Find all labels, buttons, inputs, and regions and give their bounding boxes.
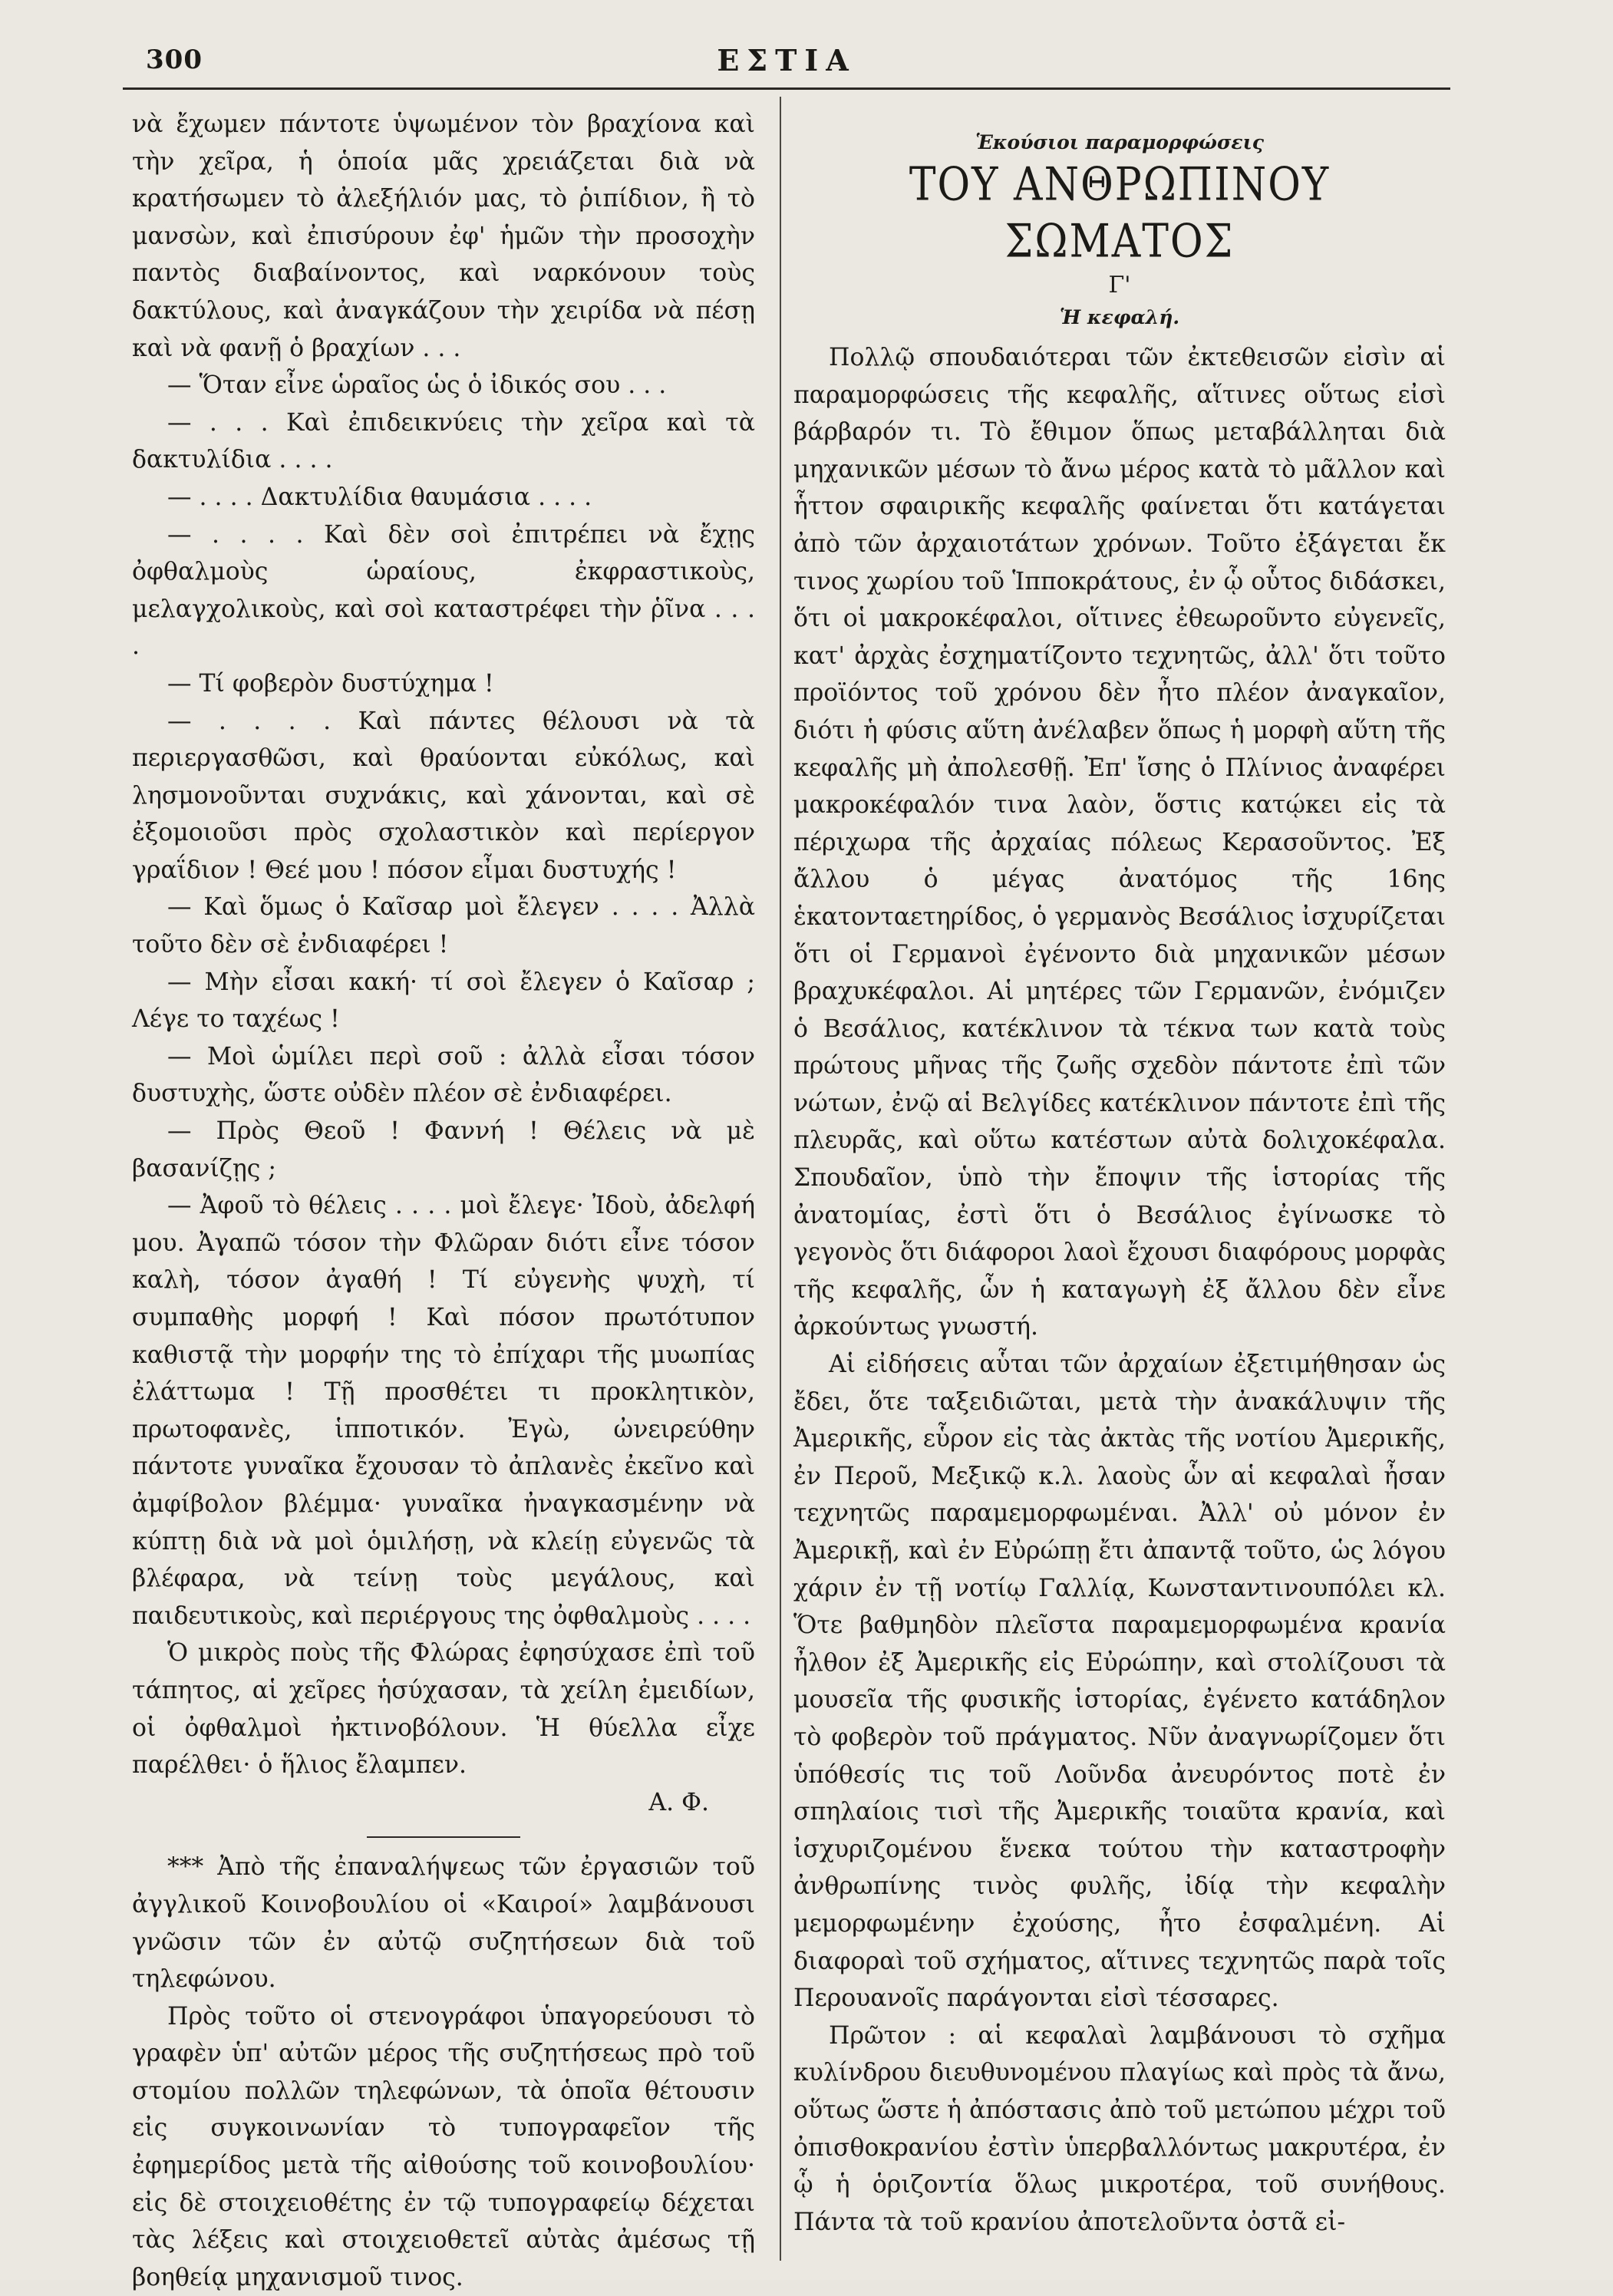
masthead: ΕΣΤΙΑ [717, 43, 856, 78]
article-title: ΤΟΥ ΑΝΘΡΩΠΙΝΟΥ ΣΩΜΑΤΟΣ [909, 158, 1331, 269]
left-column [132, 106, 755, 2296]
dialogue-line: — Καὶ ὅμως ὁ Καῖσαρ μοὶ ἔλεγεν . . . . Ἀλλὰ τοῦτο δὲν σὲ ἐνδιαφέρει ! [132, 893, 755, 959]
author-signature: Α. Φ. [648, 1788, 709, 1816]
story-paragraph: νὰ ἔχωμεν πάντοτε ὑψωμένον τὸν βραχίονα καὶ τὴν χεῖρα, ἡ ὁποία μᾶς χρειάζεται διὰ νὰ κρατήσωμεν τὸ ἀλεξήλιόν μας, τὸ ῥιπίδιον, ἢ τὸ μανσὼν, καὶ ἐπισύρουν ἐφ' ἡμῶν τὴν προσοχὴν παντὸς διαβαίνοντος, καὶ ναρκόνουν τοὺς δακτύλους, καὶ ἀναγκάζουν τὴν χειρίδα νὰ πέσῃ καὶ νὰ φανῇ ὁ βραχίων . . . [132, 111, 755, 362]
dialogue-line: — Μοὶ ὡμίλει περὶ σοῦ : ἀλλὰ εἶσαι τόσον δυστυχὴς, ὥστε οὐδὲν πλέον σὲ ἐνδιαφέρει. [132, 1042, 755, 1108]
section-separator [367, 1836, 520, 1838]
dialogue-line: — . . . . Καὶ δὲν σοὶ ἐπιτρέπει νὰ ἔχῃς ὀφθαλμοὺς ὡραίους, ἐκφραστικοὺς, μελαγχολικοὺς, καὶ σοὶ καταστρέφει τὴν ῥῖνα . . . . [132, 520, 755, 661]
article-subtitle: Ἡ κεφαλή. [1059, 306, 1180, 328]
header-rule [123, 87, 1450, 90]
dialogue-line: — . . . . Καὶ πάντες θέλουσι νὰ τὰ περιεργασθῶσι, καὶ θραύονται εὐκόλως, καὶ λησμονοῦνται συχνάκις, καὶ χάνονται, καὶ σὲ ἐξομοιοῦσι πρὸς σχολαστικὸν καὶ περίεργον γραΐδιον ! Θεέ μου ! πόσον εἶμαι δυστυχής ! [132, 707, 755, 884]
dialogue-line: — Μὴν εἶσαι κακή· τί σοὶ ἔλεγεν ὁ Καῖσαρ ; Λέγε το ταχέως ! [132, 968, 755, 1034]
article-paragraph: Πολλῷ σπουδαιότεραι τῶν ἐκτεθεισῶν εἰσὶν αἱ παραμορφώσεις τῆς κεφαλῆς, αἵτινες οὕτως εἰσὶ βάρβαρόν τι. Τὸ ἔθιμον ὅπως μεταβάλληται διὰ μηχανικῶν μέσων τὸ ἄνω μέρος κατὰ τὸ μᾶλλον καὶ ἧττον σφαιρικῆς κεφαλῆς φαίνεται ὅτι κατάγεται ἀπὸ τῶν ἀρχαιοτάτων χρόνων. Τοῦτο ἐξάγεται ἔκ τινος χωρίου τοῦ Ἱπποκράτους, ἐν ᾧ οὗτος διδάσκει, ὅτι οἱ μακροκέφαλοι, οἵτινες ἐθεωροῦντο εὐγενεῖς, κατ' ἀρχὰς ἐσχηματίζοντο τεχνητῶς, ἀλλ' ὅτι τοῦτο προϊόντος τοῦ χρόνου δὲν ἦτο πλέον ἀναγκαῖον, διότι ἡ φύσις αὕτη ἀνέλαβεν ὅπως ἡ μορφὴ αὕτη τῆς κεφαλῆς μὴ ἀπολεσθῇ. Ἐπ' ἴσης ὁ Πλίνιος ἀναφέρει μακροκέφαλόν τινα λαὸν, ὅστις κατῴκει εἰς τὰ πέριχωρα τῆς ἀρχαίας πόλεως Κερασοῦντος. Ἐξ ἄλλου ὁ μέγας ἀνατόμος τῆς 16ης ἑκατονταετηρίδος, ὁ γερμανὸς Βεσάλιος ἰσχυρίζεται ὅτι οἱ Γερμανοὶ ἐγένοντο διὰ μηχανικῶν μέσων βραχυκέφαλοι. Αἱ μητέρες τῶν Γερμανῶν, ἐνόμιζεν ὁ Βεσάλιος, κατέκλινον τὰ τέκνα των κατὰ τοὺς πρώτους μῆνας τῆς ζωῆς σχεδὸν πάντοτε ἐπὶ τῶν νώτων, ἐνῷ αἱ Βελγίδες κατέκλινον πάντοτε ἐπὶ τῆς πλευρᾶς, καὶ οὕτω κατέστων αὐτὰ δολιχοκέφαλα. Σπουδαῖον, ὑπὸ τὴν ἔποψιν τῆς ἱστορίας τῆς ἀνατομίας, ἐστὶ ὅτι ὁ Βεσάλιος ἐγίνωσκε τὸ γεγονὸς ὅτι διάφοροι λαοὶ ἔχουσι διαφόρους μορφὰς τῆς κεφαλῆς, ὧν ἡ καταγωγὴ ἐξ ἄλλου δὲν εἶνε ἀρκούντως γνωστή. [793, 344, 1446, 1341]
article-paragraph: Αἱ εἰδήσεις αὗται τῶν ἀρχαίων ἐξετιμήθησαν ὡς ἔδει, ὅτε ταξειδιῶται, μετὰ τὴν ἀνακάλυψιν τῆς Ἀμερικῆς, εὗρον εἰς τὰς ἀκτὰς τῆς νοτίου Ἀμερικῆς, ἐν Περοῦ, Μεξικῷ κ.λ. λαοὺς ὧν αἱ κεφαλαὶ ἦσαν τεχνητῶς παραμεμορφωμέναι. Ἀλλ' οὐ μόνον ἐν Ἀμερικῇ, καὶ ἐν Εὐρώπῃ ἔτι ἀπαντᾷ τοῦτο, ὡς λόγου χάριν ἐν τῇ νοτίῳ Γαλλίᾳ, Κωνσταντινουπόλει κλ. Ὅτε βαθμηδὸν πλεῖστα παραμεμορφωμένα κρανία ἦλθον ἐξ Ἀμερικῆς εἰς Εὐρώπην, καὶ στολίζουσι τὰ μουσεῖα τῆς φυσικῆς ἱστορίας, ἐγένετο κατάδηλον τὸ φοβερὸν τοῦ πράγματος. Νῦν ἀναγνωρίζομεν ὅτι ὑπόθεσίς τις τοῦ Λοῦνδα ἀνευρόντος ποτὲ ἐν σπηλαίοις τισὶ τῆς Ἀμερικῆς τοιαῦτα κρανία, καὶ ἰσχυριζομένου ἕνεκα τούτου τὴν καταστροφὴν ἀνθρωπίνης τινὸς φυλῆς, ἰδίᾳ τὴν κεφαλὴν μεμορφωμένην ἐχούσης, ἦτο ἐσφαλμένη. Αἱ διαφοραὶ τοῦ σχήματος, αἵτινες τεχνητῶς παρὰ τοῖς Περουανοῖς παράγονται εἰσὶ τέσσαρες. [793, 1351, 1446, 2013]
article-kicker: Ἑκούσιοι παραμορφώσεις [975, 131, 1264, 153]
dialogue-line: — Πρὸς Θεοῦ ! Φαννή ! Θέλεις νὰ μὲ βασανίζῃς ; [132, 1117, 755, 1183]
page-number: 300 [146, 45, 203, 75]
right-column [793, 106, 1446, 2241]
article-part-number: Γ' [1108, 272, 1131, 299]
dialogue-line: — . . . . Δακτυλίδια θαυμάσια . . . . [167, 483, 592, 511]
dialogue-line: — . . . Καὶ ἐπιδεικνύεις τὴν χεῖρα καὶ τὰ δακτυλίδια . . . . [132, 408, 755, 474]
news-paragraph: *** Ἀπὸ τῆς ἐπαναλήψεως τῶν ἐργασιῶν τοῦ ἀγγλικοῦ Κοινοβουλίου οἱ «Καιροί» λαμβάνουσι γνῶσιν τῶν ἐν αὐτῷ συζητήσεων διὰ τοῦ τηλεφώνου. [132, 1853, 755, 1994]
story-paragraph: Ὁ μικρὸς ποὺς τῆς Φλώρας ἐφησύχασε ἐπὶ τοῦ τάπητος, αἱ χεῖρες ἡσύχασαν, τὰ χείλη ἐμειδίων, οἱ ὀφθαλμοὶ ἠκτινοβόλουν. Ἡ θύελλα εἶχε παρέλθει· ὁ ἥλιος ἔλαμπεν. [132, 1639, 755, 1780]
page-header [123, 40, 1450, 86]
column-divider [780, 97, 781, 2261]
dialogue-line: — Τί φοβερὸν δυστύχημα ! [167, 669, 494, 698]
dialogue-line: — Ἀφοῦ τὸ θέλεις . . . . μοὶ ἔλεγε· Ἰδοὺ, ἀδελφή μου. Ἀγαπῶ τόσον τὴν Φλῶραν διότι εἶνε τόσον καλὴ, τόσον ἀγαθή ! Τί εὐγενὴς ψυχὴ, τί συμπαθὴς μορφή ! Καὶ πόσον πρωτότυπον καθιστᾷ τὴν μορφήν της τὸ ἐπίχαρι τῆς μυωπίας ἐλάττωμα ! Τῇ προσθέτει τι προκλητικὸν, πρωτοφανὲς, ἱπποτικόν. Ἐγὼ, ὠνειρεύθην πάντοτε γυναῖκα ἔχουσαν τὸ ἀπλανὲς ἐκεῖνο καὶ ἀμφίβολον βλέμμα· γυναῖκα ἠναγκασμένην νὰ κύπτῃ διὰ νὰ μοὶ ὁμιλήσῃ, νὰ κλείῃ εὐγενῶς τὰ βλέφαρα, νὰ τείνῃ τοὺς μεγάλους, καὶ παιδευτικοὺς, καὶ περιέργους της ὀφθαλμοὺς . . . . [132, 1192, 755, 1630]
dialogue-line: — Ὅταν εἶνε ὡραῖος ὡς ὁ ἰδικός σου . . . [167, 371, 667, 400]
news-paragraph: Πρὸς τοῦτο οἱ στενογράφοι ὑπαγορεύουσι τὸ γραφὲν ὑπ' αὐτῶν μέρος τῆς συζητήσεως πρὸ τοῦ στομίου πολλῶν τηλεφώνων, τὰ ὁποῖα θέτουσιν εἰς συγκοινωνίαν τὸ τυπογραφεῖον τῆς ἐφημερίδος μετὰ τῆς αἰθούσης τοῦ κοινοβουλίου· εἰς δὲ στοιχειοθέτης ἐν τῷ τυπογραφείῳ δέχεται τὰς λέξεις καὶ στοιχειοθετεῖ αὐτὰς ἀμέσως τῇ βοηθείᾳ μηχανισμοῦ τινος. [132, 2002, 755, 2291]
article-paragraph: Πρῶτον : αἱ κεφαλαὶ λαμβάνουσι τὸ σχῆμα κυλίνδρου διευθυνομένου πλαγίως καὶ πρὸς τὰ ἄνω, οὕτως ὥστε ἡ ἀπόστασις ἀπὸ τοῦ μετώπου μέχρι τοῦ ὀπισθοκρανίου ἐστὶν ὑπερβαλλόντως μακρυτέρα, ἐν ᾧ ἡ ὁριζοντία ὅλως μικροτέρα, τοῦ συνήθους. Πάντα τὰ τοῦ κρανίου ἀποτελοῦντα ὀστᾶ εἰ- [793, 2021, 1446, 2236]
news-item [132, 1849, 755, 2296]
